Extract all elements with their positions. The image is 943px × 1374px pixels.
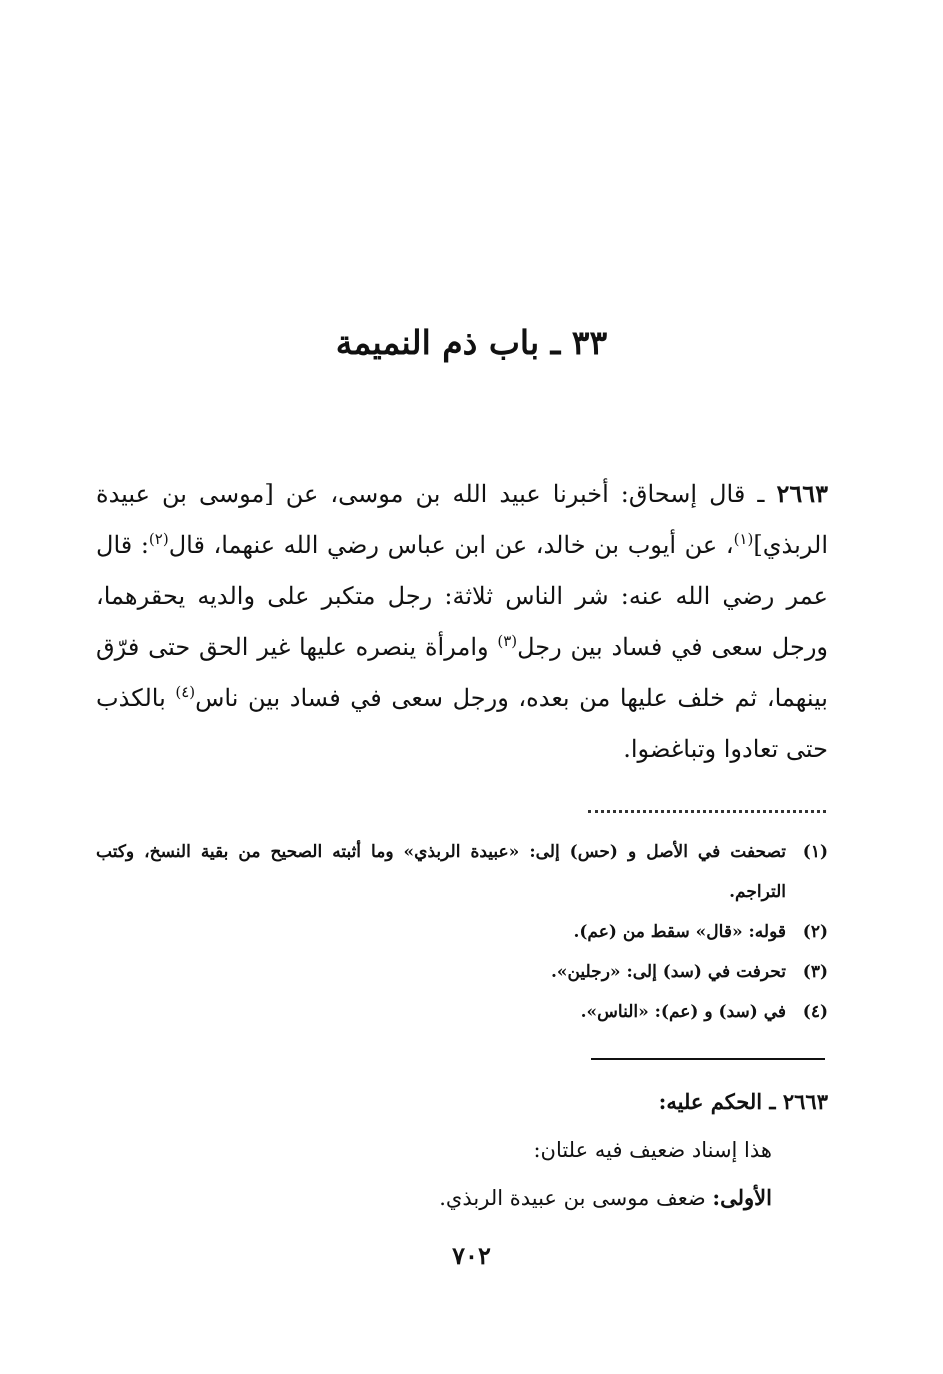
chapter-title: ٣٣ ـ باب ذم النميمة (335, 323, 608, 362)
footnote-ref[interactable]: (٣) (497, 632, 518, 650)
footnote-divider (588, 810, 826, 813)
footnote-ref[interactable]: (١) (733, 530, 754, 548)
hadith-number: ٢٦٦٣ (776, 479, 828, 508)
footnote-marker: (٣) (802, 962, 828, 982)
footnote-marker: (١) (802, 842, 828, 862)
page-number: ٧٠٢ (452, 1241, 491, 1270)
hadith-text-part: بالكذب حتى تعادوا وتباغضوا. (96, 684, 828, 763)
ruling-section (96, 1078, 828, 1222)
footnote (96, 912, 828, 952)
hadith-text-part: قال إسحاق: أخبرنا عبيد الله بن موسى، عن [موسى بن عبيدة الربذي] (96, 480, 828, 559)
hadith-number-dash: ـ (745, 480, 777, 508)
footnote (96, 952, 828, 992)
footnote-text: تحرفت في (سد) إلى: «رجلين». (550, 962, 786, 982)
ruling-line: هذا إسناد ضعيف فيه علتان: (533, 1138, 772, 1162)
hadith-text-part: : قال عمر رضي الله عنه: شر الناس ثلاثة: رجل متكبر على والديه يحقرهما، ورجل سعى في فساد بين رجل (96, 531, 828, 661)
hadith-text-part: ، عن أيوب بن خالد، عن ابن عباس رضي الله عنهما، قال (168, 531, 734, 559)
footnotes (96, 832, 828, 1032)
ruling-divider (591, 1058, 825, 1060)
ruling-line (96, 1174, 828, 1222)
hadith-text (96, 468, 828, 775)
ruling-heading: ٢٦٦٣ ـ الحكم عليه: (658, 1089, 828, 1114)
footnote-ref[interactable]: (٢) (148, 530, 169, 548)
ruling-first-label: الأولى: (712, 1185, 772, 1210)
footnote-text: تصحفت في الأصل و (حس) إلى: «عبيدة الربذي» وما أثبته الصحيح من بقية النسخ، وكتب التراجم. (96, 842, 786, 902)
footnote-ref[interactable]: (٤) (175, 683, 196, 701)
ruling-first-text: ضعف موسى بن عبيدة الربذي. (439, 1186, 713, 1210)
footnote-marker: (٤) (802, 1002, 828, 1022)
footnote-text: في (سد) و (عم): «الناس». (580, 1002, 786, 1022)
footnote-text: قوله: «قال» سقط من (عم). (573, 922, 786, 942)
footnote (96, 832, 828, 912)
footnote (96, 992, 828, 1032)
hadith-text-part: وامرأة ينصره عليها غير الحق حتى فرّق بينهما، ثم خلف عليها من بعده، ورجل سعى في فساد بين ناس (96, 633, 828, 712)
footnote-marker: (٢) (802, 922, 828, 942)
